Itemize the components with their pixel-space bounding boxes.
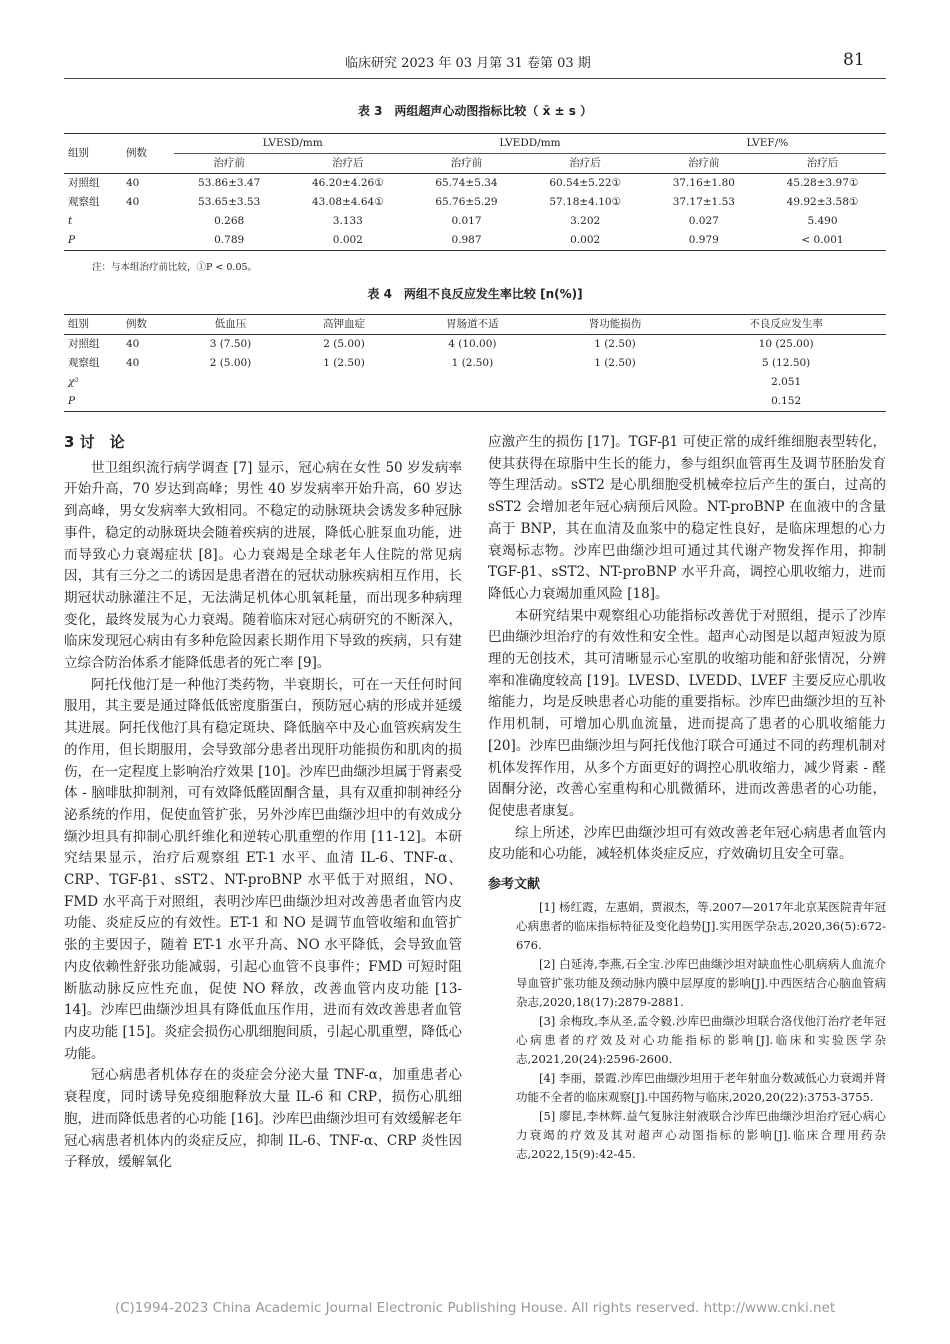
t4-head: 胃肠道不适 [446,318,499,330]
t4-row: 观察组 40 2 (5.00) 1 (2.50) 1 (2.50) 1 (2.50) 5 (12.50) [68,357,811,369]
reference-item: [4] 李丽，景霞.沙库巴曲缬沙坦用于老年射血分数减低心力衰竭并肾功能不全者的临床观察[J].中国药物与临床,2020,20(22):3753-3755. [516,1070,886,1104]
left-column [64,432,462,1174]
table4 [64,314,886,412]
t3-sub: 治疗后 [332,157,364,169]
table3-caption: 表 3 两组超声心动图指标比较（ x̄ ± s ） [357,104,593,118]
t3-row: 对照组 40 53.86±3.47 46.20±4.26① 65.74±5.34 60.54±5.22① 37.16±1.80 45.28±3.97① [68,177,859,189]
t4-head: 组别 [68,318,89,330]
t3-row: t 0.268 3.133 0.017 3.202 0.027 5.490 [68,215,838,227]
t3-row: P 0.789 0.002 0.987 0.002 0.979 < 0.001 [68,234,844,246]
t4-row: χ² 2.051 [68,376,802,388]
body-paragraph: 世卫组织流行病学调查 [7] 显示，冠心病在女性 50 岁发病率开始升高，70 岁达到高峰；男性 40 岁发病率开始升高，60 岁达到高峰，男女发病率大致相同。不稳定的动脉斑块会诱发多种冠脉事件，稳定的动脉斑块会随着疾病的进展，降低心脏泵血功能，进而导致心力衰竭症状 [8]。心力衰竭是全球老年人住院的常见病因，其有三分之二的诱因是患者潜在的冠状动脉疾病相互作用，长期冠状动脉灌注不足，无法满足机体心肌氧耗量，而出现多种病理变化，最终发展为心力衰竭。随着临床对冠心病研究的不断深入，临床发现冠心病由有多种危险因素长期作用下导致的疾病，只有建立综合防治体系才能降低患者的死亡率 [9]。 [64,459,462,672]
reference-item: [2] 白延涛,李燕,石全宝.沙库巴曲缬沙坦对缺血性心肌病病人血流介导血管扩张功能及颈动脉内膜中层厚度的影响[J].中西医结合心脑血管病杂志,2020,18(17):2879-2881. [516,956,886,1009]
section-title: 3 讨 论 [64,433,125,451]
journal-info: 临床研究 2023 年 03 月第 31 卷第 03 期 [345,56,591,71]
t3-head-lvesd: LVESD/mm [174,134,411,154]
page-number: 81 [843,50,865,70]
t3-head-n: 例数 [126,147,147,159]
t3-row: 观察组 40 53.65±3.53 43.08±4.64① 65.76±5.29 57.18±4.10① 37.17±1.53 49.92±3.58① [68,196,859,208]
t3-sub: 治疗后 [806,157,839,169]
reference-item: [1] 杨红霞，左惠娟，贾淑杰，等.2007—2017年北京某医院青年冠心病患者的临床指标特征及变化趋势[J].实用医学杂志,2020,36(5):672-676. [516,899,886,952]
t3-sub: 治疗前 [450,157,483,169]
table3 [64,133,886,251]
t4-row: P 0.152 [68,395,802,407]
t4-head: 例数 [126,318,147,330]
body-paragraph: 应激产生的损伤 [17]。TGF-β1 可使正常的成纤维细胞表型转化，使其获得在琼脂中生长的能力，参与组织血管再生及调节胚胎发育等生理活动。sST2 是心肌细胞受机械牵拉后产生的蛋白，过高的 sST2 会增加老年冠心病预后风险。NT-proBNP 在血液中的含量高于 BNP，其在血清及血浆中的稳定性良好，是临床理想的心力衰竭标志物。沙库巴曲缬沙坦可通过其代谢产物发挥作用，抑制 TGF-β1、sST2、NT-proBNP 水平升高，调控心肌收缩力，进而降低心力衰竭加重风险 [18]。 [488,434,886,602]
t4-row: 对照组 40 3 (7.50) 2 (5.00) 4 (10.00) 1 (2.50) 10 (25.00) [68,338,814,350]
t3-sub: 治疗后 [569,157,601,169]
body-paragraph: 本研究结果中观察组心功能指标改善优于对照组，提示了沙库巴曲缬沙坦治疗的有效性和安全性。超声心动图是以超声短波为原理的无创技术，其可清晰显示心室肌的收缩功能和舒张情况，分辨率和准确度较高 [19]。LVESD、LVEDD、LVEF 主要反应心肌收缩能力，均是反映患者心功能的重要指标。沙库巴曲缬沙坦的互补作用机制，可增加心肌血流量，进而提高了患者的心肌收缩能力 [20]。沙库巴曲缬沙坦与阿托伐他汀联合可通过不同的药理机制对机体发挥作用，从多个方面更好的调控心肌收缩力，减少肾素 - 醛固酮分泌，改善心室重构和心肌微循环，进而改善患者的心功能，促使患者康复。 [488,607,886,819]
reference-item: [5] 廖昆,李林辉.益气复脉注射液联合沙库巴曲缬沙坦治疗冠心病心力衰竭的疗效及其对超声心动图指标的影响[J].临床合理用药杂志,2022,15(9):42-45. [516,1108,886,1161]
t3-sub: 治疗前 [213,157,245,169]
t3-sub: 治疗前 [688,157,720,169]
table4-caption: 表 4 两组不良反应发生率比较 [n(%)] [367,287,583,301]
copyright-footer: (C)1994-2023 China Academic Journal Electronic Publishing House. All rights reserved. http://www.cnki.net [114,1300,836,1316]
body-paragraph: 冠心病患者机体存在的炎症会分泌大量 TNF-α，加重患者心衰程度，同时诱导免疫细胞释放大量 IL-6 和 CRP，损伤心肌细胞，进而降低患者的心功能 [16]。沙库巴曲缬沙坦可有效缓解老年冠心病患者机体内的炎症反应，抑制 IL-6、TNF-α、CRP 炎性因子释放，缓解氧化 [64,1067,462,1171]
table3-note: 注：与本组治疗前比较，①P < 0.05。 [92,262,258,273]
right-column [488,432,886,1164]
references-title: 参考文献 [488,877,541,893]
header-divider [64,78,886,79]
body-paragraph: 综上所述，沙库巴曲缬沙坦可有效改善老年冠心病患者血管内皮功能和心功能，减轻机体炎症反应，疗效确切且安全可靠。 [488,824,886,863]
body-paragraph: 阿托伐他汀是一种他汀类药物，半衰期长，可在一天任何时间服用，其主要是通过降低低密度脂蛋白，预防冠心病的形成并延缓其进展。阿托伐他汀具有稳定斑块、降低脑卒中及心血管疾病发生的作用，但长期服用，会导致部分患者出现肝功能损伤和肌肉的损伤，在一定程度上影响治疗效果 [10]。沙库巴曲缬沙坦属于肾素受体 - 脑啡肽抑制剂，可有效降低醛固酮含量，具有双重抑制神经分泌系统的作用，促使血管扩张，另外沙库巴曲缬沙坦中的有效成分缬沙坦具有抑制心肌纤维化和逆转心肌重塑的作用 [11-12]。本研究结果显示，治疗后观察组 ET-1 水平、血清 IL-6、TNF-α、CRP、TGF-β1、sST2、NT-proBNP 水平低于对照组，NO、FMD 水平高于对照组，表明沙库巴曲缬沙坦对改善患者血管内皮功能、炎症反应的有效性。ET-1 和 NO 是调节血管收缩和血管扩张的主要因子，随着 ET-1 水平升高、NO 水平降低，会导致血管内皮依赖性舒张功能减弱，引起心血管不良事件；FMD 可短时阻断肱动脉反应性充血，促使 NO 释放，改善血管内皮功能 [13-14]。沙库巴曲缬沙坦具有降低血压作用，进而有效改善患者血管内皮功能 [15]。炎症会损伤心肌细胞间质，引起心肌重塑，降低心功能。 [64,676,462,1062]
t4-head: 肾功能损伤 [588,318,642,330]
t3-head-lvef: LVEF/% [649,134,886,154]
t4-head: 低血压 [214,318,247,330]
t3-head-lvedd: LVEDD/mm [411,134,648,154]
t4-head: 不良反应发生率 [749,318,823,330]
t4-head: 高钾血症 [323,318,366,330]
reference-item: [3] 余梅玫,李从圣,孟令毅.沙库巴曲缬沙坦联合洛伐他汀治疗老年冠心病患者的疗效及对心功能指标的影响[J].临床和实验医学杂志,2021,20(24):2596-2600. [516,1013,886,1066]
t3-head-group: 组别 [68,147,89,159]
